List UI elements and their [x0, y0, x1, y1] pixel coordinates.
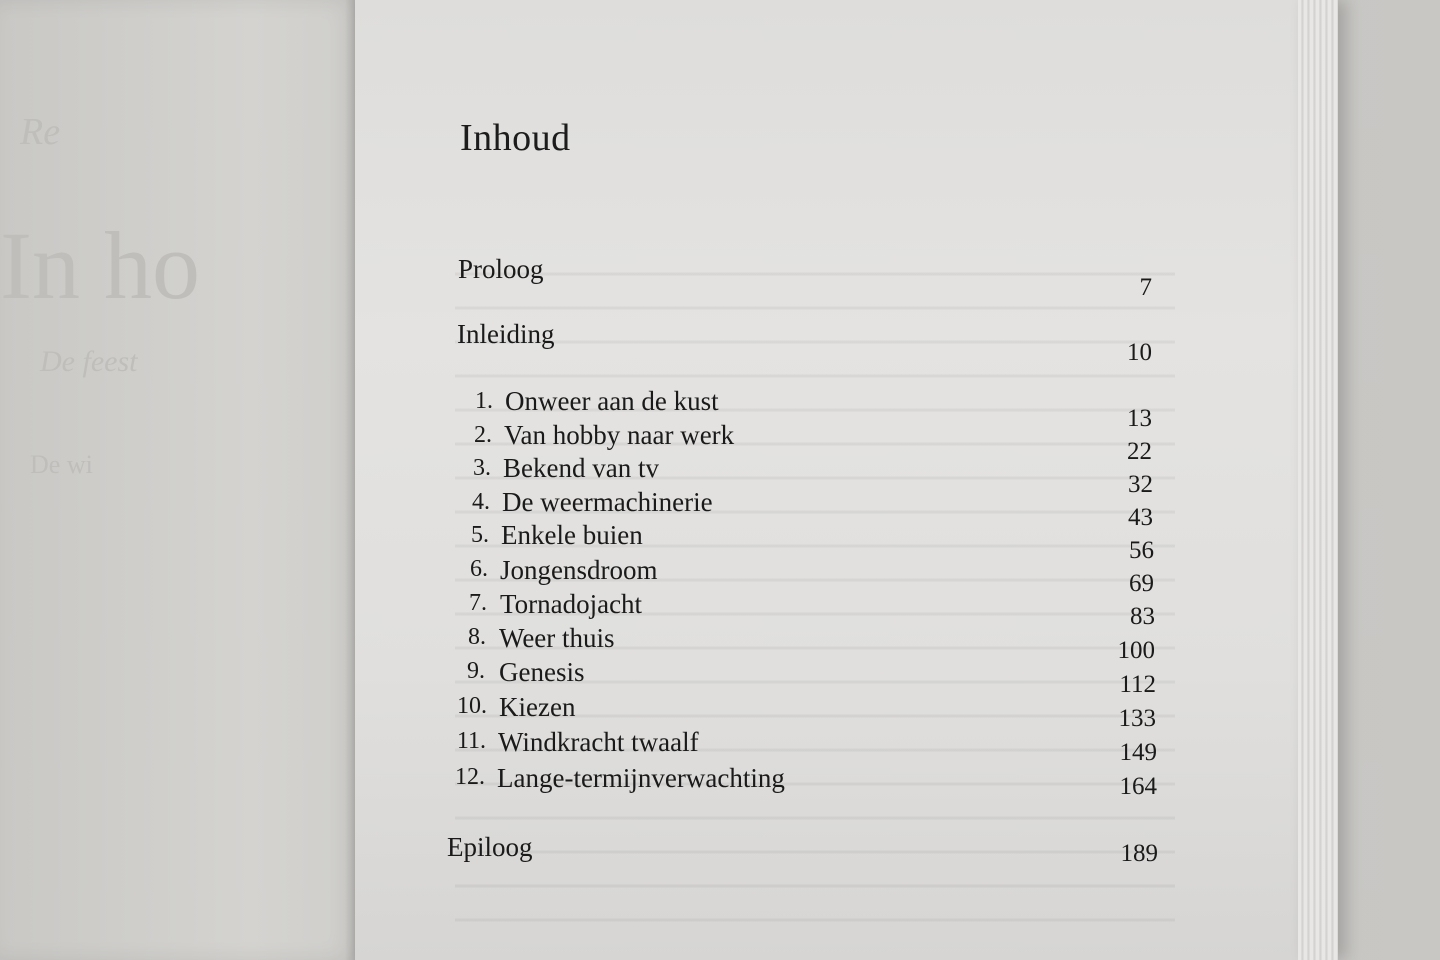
toc-entry-label: Proloog	[458, 254, 544, 284]
toc-chapter-label: Windkracht twaalf	[498, 727, 699, 757]
toc-chapter-number: 5.	[471, 522, 489, 548]
toc-chapter-label: Kiezen	[499, 692, 576, 722]
toc-chapter-page: 22	[1127, 438, 1152, 465]
toc-chapter-page: 69	[1129, 570, 1154, 597]
toc-entry-label: Epiloog	[447, 832, 533, 862]
toc-chapter-page: 149	[1119, 739, 1157, 766]
toc-chapter-label: Lange-termijnverwachting	[497, 763, 785, 793]
toc-title: Inhoud	[460, 117, 571, 159]
left-ghost-text: De wi	[30, 450, 93, 479]
toc-chapter-page: 133	[1118, 705, 1156, 732]
toc-chapter-number: 3.	[473, 455, 491, 481]
toc-chapter-label: Van hobby naar werk	[504, 420, 735, 450]
toc-entry-page: 189	[1120, 840, 1158, 867]
toc-chapter-page: 32	[1128, 471, 1153, 498]
toc-chapter-page: 56	[1129, 537, 1154, 564]
toc-chapter-number: 2.	[474, 422, 492, 448]
toc-chapter-number: 1.	[475, 388, 493, 414]
left-ghost-text: Re	[20, 111, 61, 153]
toc-chapter-number: 10.	[457, 693, 487, 719]
toc-chapter-label: Bekend van tv	[503, 453, 659, 483]
toc-chapter-page: 83	[1130, 603, 1155, 630]
toc-chapter-label: De weermachinerie	[502, 487, 713, 517]
toc-chapter-label: Weer thuis	[499, 623, 615, 653]
left-ghost-text: De feest	[40, 345, 138, 378]
toc-chapter-label: Tornadojacht	[500, 589, 643, 619]
toc-chapter-number: 9.	[467, 658, 485, 684]
toc-chapter-number: 6.	[470, 556, 488, 582]
toc-chapter-number: 8.	[468, 624, 486, 650]
toc-chapter-page: 100	[1117, 637, 1155, 664]
toc-chapter-number: 4.	[472, 489, 490, 515]
toc-entry-label: Inleiding	[457, 319, 555, 349]
toc-entry-page: 10	[1127, 339, 1152, 366]
toc-chapter-page: 164	[1119, 773, 1157, 800]
toc-chapter-number: 11.	[456, 728, 486, 754]
left-ghost-text: In ho	[0, 212, 200, 319]
toc-chapter-page: 43	[1128, 504, 1153, 531]
toc-chapter-label: Jongensdroom	[500, 555, 658, 585]
left-page	[0, 0, 360, 960]
toc-chapter-number: 12.	[455, 764, 485, 790]
toc-chapter-page: 13	[1127, 405, 1152, 432]
toc-chapter-page: 112	[1119, 671, 1156, 698]
toc-entry-page: 7	[1139, 274, 1152, 301]
toc-chapter-label: Genesis	[499, 657, 585, 687]
toc-chapter-label: Enkele buien	[501, 520, 643, 550]
toc-chapter-number: 7.	[469, 590, 487, 616]
page-edges	[1298, 0, 1338, 960]
toc-chapter-label: Onweer aan de kust	[505, 386, 719, 416]
